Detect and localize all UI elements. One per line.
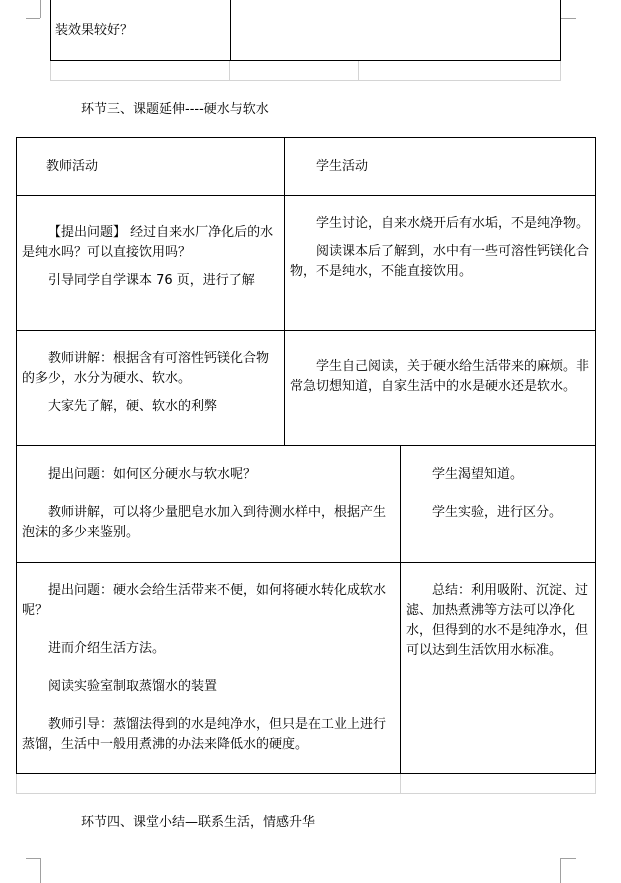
row1-student-para-2: 阅读课本后了解到，水中有一些可溶性钙镁化合物，不是纯水，不能直接饮用。 — [290, 244, 590, 279]
faint-gridline — [16, 774, 17, 793]
row-divider — [16, 562, 596, 563]
row-divider — [16, 330, 596, 331]
section-3-heading: 环节三、课题延伸----硬水与软水 — [81, 102, 269, 117]
crop-mark — [560, 18, 576, 19]
crop-mark — [26, 18, 40, 19]
row4-student-para-1: 总结：利用吸附、沉淀、过滤、加热煮沸等方法可以净化水，但得到的水不是纯净水，但可以达到生活饮用水标准。 — [406, 583, 589, 658]
section-4-heading: 环节四、课堂小结—联系生活，情感升华 — [81, 815, 316, 830]
faint-gridline — [229, 61, 230, 80]
row4-teacher-para-4: 教师引导：蒸馏法得到的水是纯净水，但只是在工业上进行蒸馏，生活中一般用煮沸的办法来降低水的硬度。 — [22, 717, 387, 752]
header-teacher: 教师活动 — [46, 159, 99, 174]
row4-teacher-cell — [22, 581, 394, 755]
row-divider — [16, 195, 596, 196]
row1-teacher-para-1: 【提出问题】 经过自来水厂净化后的水是纯水吗？可以直接饮用吗？ — [22, 225, 274, 260]
faint-gridline — [595, 774, 596, 793]
faint-gridline — [358, 61, 359, 80]
row3-student-para-2: 学生实验，进行区分。 — [432, 505, 563, 520]
row1-teacher-cell — [22, 223, 278, 291]
header-student-cell — [285, 137, 596, 195]
row2-student-para-1: 学生自己阅读，关于硬水给生活带来的麻烦。非常急切想知道，自家生活中的水是硬水还是软水。 — [290, 359, 590, 394]
faint-gridline — [50, 80, 561, 81]
row-divider — [16, 445, 596, 446]
faint-gridline — [560, 61, 561, 80]
faint-gridline — [16, 793, 596, 794]
faint-gridline — [400, 774, 401, 793]
crop-mark — [560, 858, 561, 883]
faint-gridline — [50, 61, 51, 80]
header-student: 学生活动 — [316, 159, 369, 174]
row3-student-cell — [406, 465, 590, 523]
header-teacher-cell — [16, 137, 284, 195]
row1-teacher-para-2: 引导同学自学课本 76 页，进行了解 — [48, 273, 255, 288]
row4-teacher-para-1: 提出问题：硬水会给生活带来不便，如何将硬水转化成软水呢？ — [22, 583, 387, 618]
top-table-cell-text: 装效果较好？ — [55, 23, 134, 38]
row3-teacher-para-2: 教师讲解，可以将少量肥皂水加入到待测水样中，根据产生泡沫的多少来鉴别。 — [22, 505, 387, 540]
row4-teacher-para-3: 阅读实验室制取蒸馏水的装置 — [48, 679, 218, 694]
row2-teacher-para-1: 教师讲解：根据含有可溶性钙镁化合物的多少，水分为硬水、软水。 — [22, 351, 270, 386]
row4-teacher-para-2: 进而介绍生活方法。 — [48, 641, 166, 656]
row3-teacher-para-1: 提出问题：如何区分硬水与软水呢？ — [48, 467, 257, 482]
row3-student-para-1: 学生渴望知道。 — [432, 467, 524, 482]
row2-teacher-cell — [22, 349, 278, 417]
activity-table — [16, 137, 596, 774]
column-divider — [400, 445, 401, 774]
crop-mark — [26, 858, 40, 859]
row2-student-cell — [290, 357, 590, 397]
crop-mark — [40, 858, 41, 883]
row2-teacher-para-2: 大家先了解，硬、软水的利弊 — [48, 399, 218, 414]
row1-student-cell — [290, 214, 590, 282]
row3-teacher-cell — [22, 465, 394, 543]
row4-student-cell — [406, 581, 590, 661]
top-table-divider — [230, 0, 231, 60]
crop-mark — [40, 0, 41, 18]
row1-student-para-1: 学生讨论，自来水烧开后有水垢，不是纯净物。 — [316, 216, 590, 231]
crop-mark — [560, 858, 576, 859]
top-table — [50, 0, 561, 61]
